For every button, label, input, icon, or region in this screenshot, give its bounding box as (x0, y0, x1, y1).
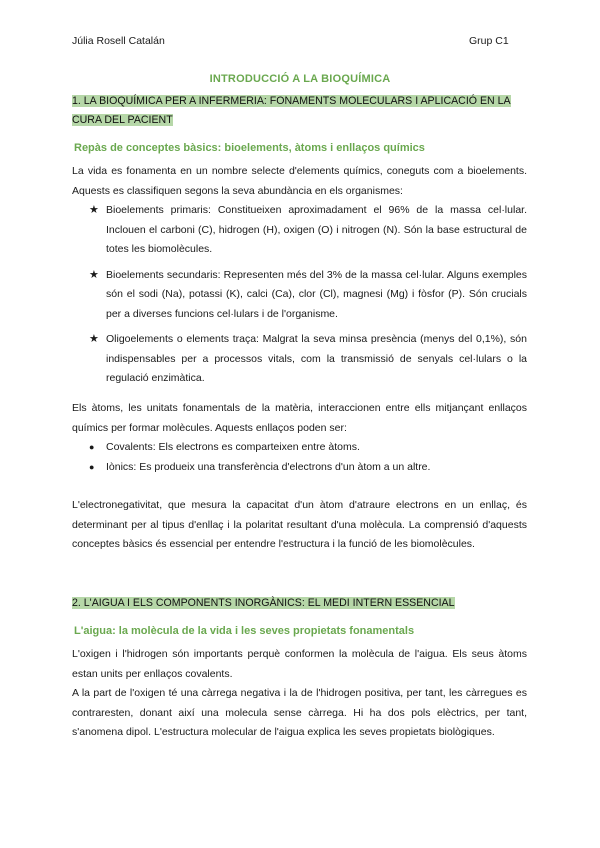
star-bullet-icon: ★ (89, 268, 99, 281)
section-1-heading (72, 92, 532, 130)
section-2-heading-text: 2. L'AIGUA I ELS COMPONENTS INORGÀNICS: EL MEDI INTERN ESSENCIAL (72, 597, 455, 609)
list-item-text: Iònics: Es produeix una transferència d'electrons d'un àtom a un altre. (106, 460, 431, 473)
bonds-list (72, 438, 527, 477)
list-item (72, 330, 527, 389)
bullet-icon: ● (89, 442, 95, 452)
bullet-icon: ● (89, 461, 95, 472)
list-item (72, 438, 527, 458)
section-1-subheading: Repàs de conceptes bàsics: bioelements, àtoms i enllaços químics (74, 142, 425, 154)
water-paragraph-1: L'oxigen i l'hidrogen són importants perquè conformen la molècula de l'aigua. Els seus àtoms estan units per enllaços covalents. (72, 648, 527, 680)
list-item-text: Covalents: Els electrons es comparteixen entre àtoms. (106, 441, 360, 453)
star-bullet-icon: ★ (89, 333, 99, 345)
section-2-subheading: L'aigua: la molècula de la vida i les seves propietats fonamentals (74, 625, 415, 637)
list-item (72, 458, 527, 478)
section-2-heading (72, 594, 532, 613)
section-1-heading-text: 1. LA BIOQUÍMICA PER A INFERMERIA: FONAMENTS MOLECULARS I APLICACIÓ EN LA CURA DEL PACIENT (72, 95, 511, 126)
list-item (72, 201, 527, 260)
bioelements-intro-paragraph: La vida es fonamenta en un nombre selecte d'elements químics, coneguts com a bioelements. Aquests es classifiquen segons la seva abundància en els organismes: (72, 165, 527, 197)
document-title: INTRODUCCIÓ A LA BIOQUÍMICA (209, 73, 391, 85)
water-paragraph-2: A la part de l'oxigen té una càrrega negativa i la de l'hidrogen positiva, per tant, les càrregues es contraresten, donant així una molecula sense càrrega. Hi ha dos pols elèctrics, per tant, s'anomena dipol. L'estructura molecular de l'aigua explica les seves propietats biològiques. (72, 687, 527, 738)
bioelements-list (72, 201, 527, 389)
list-item-text: Bioelements primaris: Constitueixen aproximadament el 96% de la massa cel·lular. Inclouen el carboni (C), hidrogen (H), oxigen (O) i nitrogen (N). Són la base estructural de totes les biomolècules. (106, 204, 527, 255)
star-bullet-icon: ★ (89, 204, 99, 216)
list-item-text: Bioelements secundaris: Representen més del 3% de la massa cel·lular. Alguns exemples són el sodi (Na), potassi (K), calci (Ca), clor (Cl), magnesi (Mg) i fòsfor (P). Són crucials per a diverses funcions cel·lulars i de l'organisme. (106, 268, 527, 320)
header-author: Júlia Rosell Catalán (72, 35, 165, 47)
list-item (72, 266, 527, 325)
list-item-text: Oligoelements o elements traça: Malgrat la seva minsa presència (menys del 0,1%), són indispensables per a processos vitals, com la transmissió de senyals cel·lulars o la regulació enzimàtica. (106, 333, 527, 384)
atoms-paragraph: Els àtoms, les unitats fonamentals de la matèria, interaccionen entre ells mitjançant enllaços químics per formar molècules. Aquests enllaços poden ser: (72, 402, 527, 434)
electronegativity-paragraph: L'electronegativitat, que mesura la capacitat d'un àtom d'atraure electrons en un enllaç, és determinant per al tipus d'enllaç i la polaritat resultant d'una molècula. La comprensió d'aquests conceptes bàsics és essencial per entendre l'estructura i la funció de les biomolècules. (72, 499, 527, 550)
header-group: Grup C1 (469, 35, 509, 47)
